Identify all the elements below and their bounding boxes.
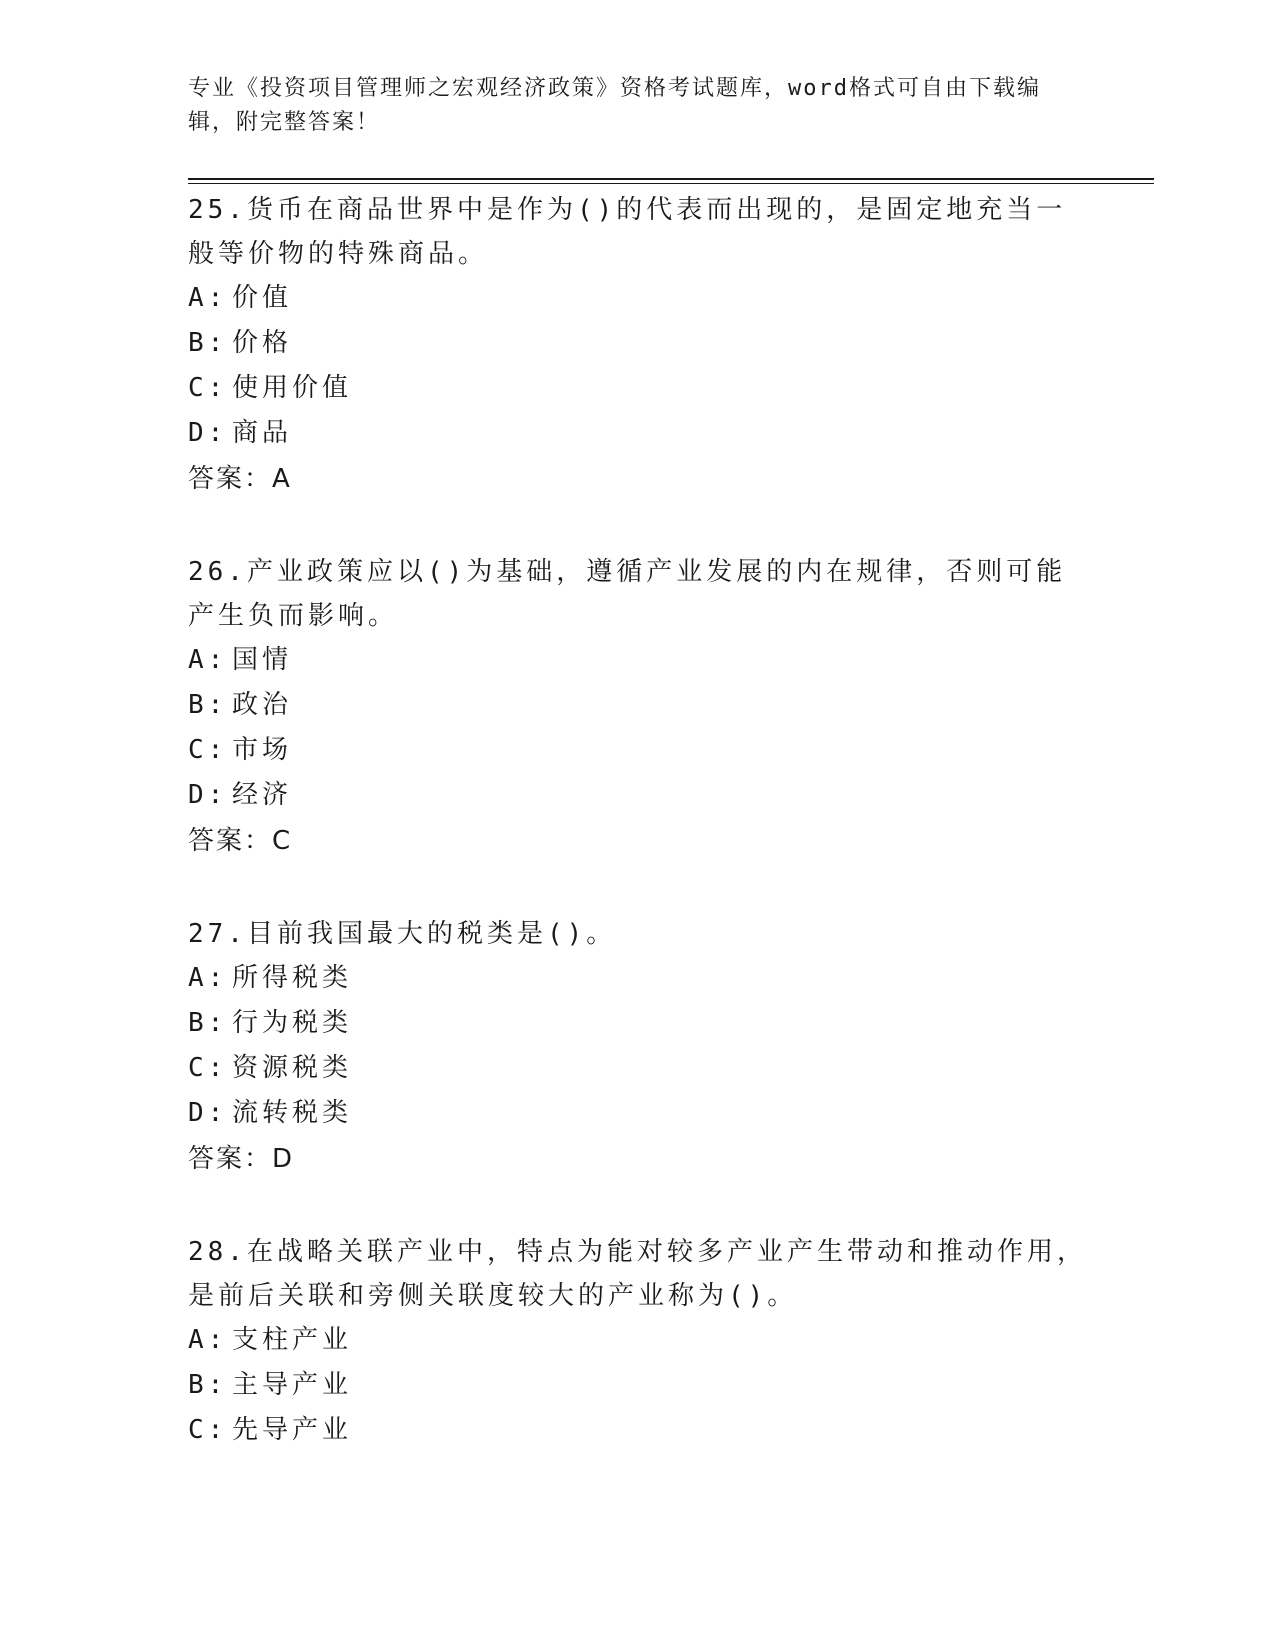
option-d: [188, 1091, 1088, 1136]
option-text: 经济: [232, 780, 293, 810]
question-stem: 25.货币在商品世界中是作为()的代表而出现的，是固定地充当一般等价物的特殊商品。: [188, 195, 1067, 269]
option-c: [188, 1408, 1088, 1453]
option-letter: C:: [188, 1053, 228, 1083]
option-text: 国情: [232, 645, 293, 675]
option-c: [188, 728, 1088, 773]
option-c: [188, 1046, 1088, 1091]
option-a: [188, 956, 1088, 1001]
question-27: [188, 912, 1088, 1182]
option-text: 商品: [232, 418, 293, 448]
option-b: [188, 1001, 1088, 1046]
option-text: 价格: [232, 328, 293, 358]
option-text: 流转税类: [232, 1098, 353, 1128]
option-letter: A:: [188, 645, 228, 675]
question-25: [188, 188, 1088, 502]
option-b: [188, 1363, 1088, 1408]
option-text: 行为税类: [232, 1008, 353, 1038]
question-28: [188, 1230, 1088, 1453]
option-c: [188, 366, 1088, 411]
question-list: [188, 188, 1088, 1501]
question-stem: 26.产业政策应以()为基础，遵循产业发展的内在规律，否则可能产生负而影响。: [188, 557, 1067, 631]
header-divider-thick: [188, 178, 1154, 180]
option-a: [188, 1318, 1088, 1363]
option-letter: D:: [188, 418, 228, 448]
question-26: [188, 550, 1088, 864]
option-letter: C:: [188, 373, 228, 403]
option-b: [188, 321, 1088, 366]
document-intro: 专业《投资项目管理师之宏观经济政策》资格考试题库，word格式可自由下载编辑，附完整答案！: [188, 76, 1041, 135]
option-text: 支柱产业: [232, 1325, 353, 1355]
option-letter: B:: [188, 690, 228, 720]
option-d: [188, 773, 1088, 818]
answer-key: 答案：D: [188, 1144, 295, 1174]
option-text: 价值: [232, 283, 293, 313]
answer-key: 答案：A: [188, 464, 292, 494]
option-a: [188, 638, 1088, 683]
option-text: 先导产业: [232, 1415, 353, 1445]
option-letter: C:: [188, 735, 228, 765]
option-d: [188, 411, 1088, 456]
option-letter: A:: [188, 963, 228, 993]
option-letter: B:: [188, 328, 228, 358]
option-b: [188, 683, 1088, 728]
option-letter: A:: [188, 283, 228, 313]
option-letter: D:: [188, 1098, 228, 1128]
option-text: 所得税类: [232, 963, 353, 993]
header-divider-thin: [188, 183, 1154, 184]
option-text: 市场: [232, 735, 293, 765]
option-text: 使用价值: [232, 373, 353, 403]
option-letter: B:: [188, 1008, 228, 1038]
option-text: 主导产业: [232, 1370, 353, 1400]
question-stem: 28.在战略关联产业中，特点为能对较多产业产生带动和推动作用，是前后关联和旁侧关联度较大的产业称为()。: [188, 1237, 1087, 1311]
question-stem: 27.目前我国最大的税类是()。: [188, 919, 617, 949]
option-letter: B:: [188, 1370, 228, 1400]
option-letter: A:: [188, 1325, 228, 1355]
option-text: 资源税类: [232, 1053, 353, 1083]
option-text: 政治: [232, 690, 293, 720]
option-a: [188, 276, 1088, 321]
option-letter: D:: [188, 780, 228, 810]
answer-key: 答案：C: [188, 826, 293, 856]
option-letter: C:: [188, 1415, 228, 1445]
